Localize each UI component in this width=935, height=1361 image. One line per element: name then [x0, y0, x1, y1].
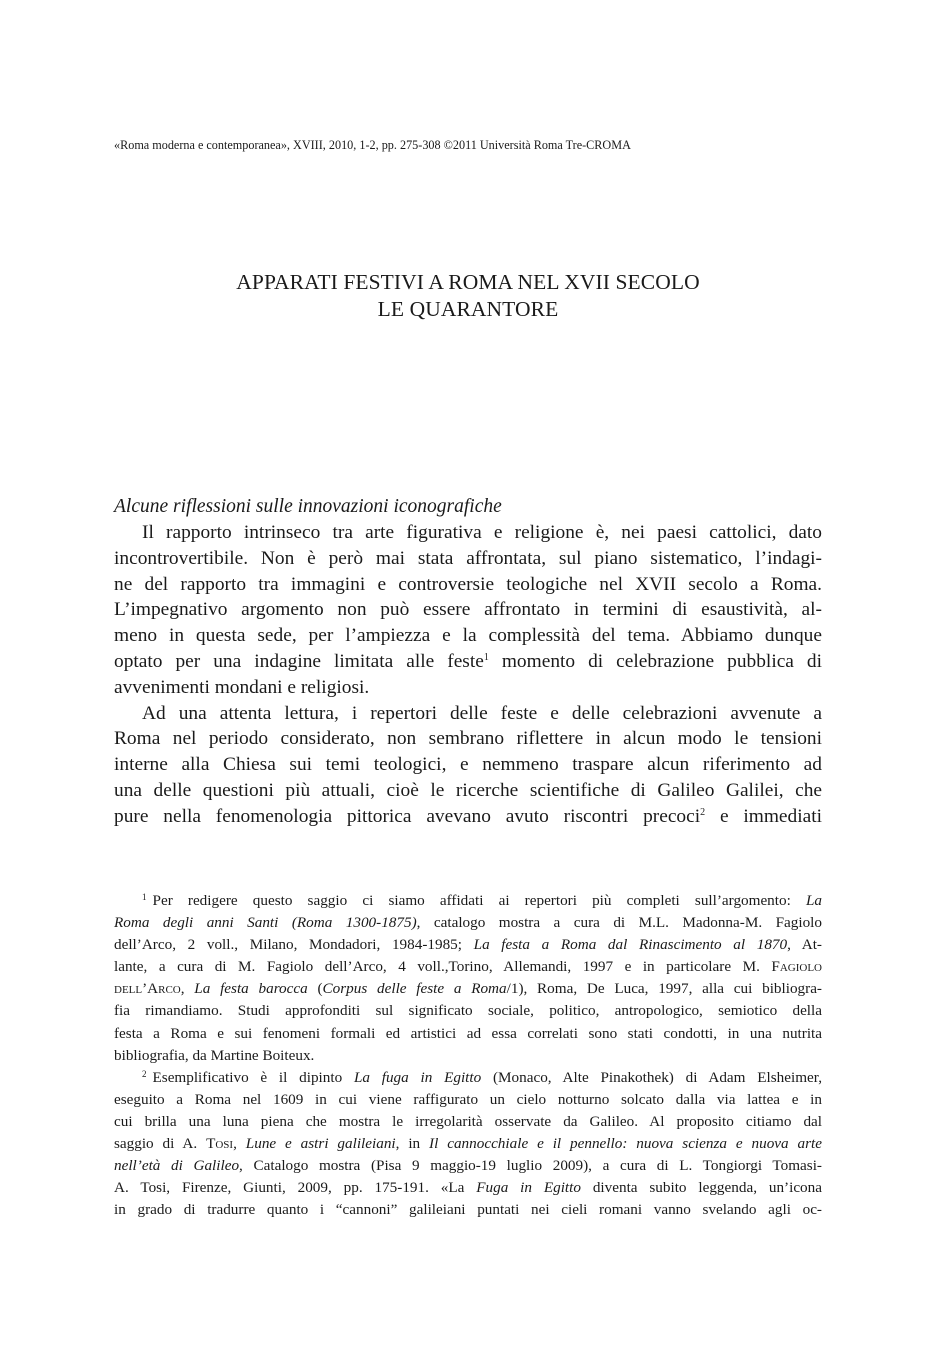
- footnote-line: [114, 978, 822, 1000]
- footnote-line: fia rimandiamo. Studi approfonditi sul significato sociale, politico, antropologico, semiotico della: [114, 1002, 822, 1020]
- section-heading: Alcune riflessioni sulle innovazioni iconografiche: [114, 496, 502, 517]
- footnote-2: [114, 1067, 822, 1222]
- footnote-number: 1: [142, 892, 147, 902]
- text-run: ,: [180, 980, 195, 998]
- text-line: avvenimenti mondani e religiosi.: [114, 676, 370, 698]
- footnote-number: 2: [142, 1068, 147, 1079]
- text-run: La: [805, 892, 822, 909]
- footnote-line: [114, 956, 822, 978]
- text-run: dell’Arco, 2 voll., Milano, Mondadori, 1984-1985;: [114, 936, 474, 954]
- footnote-line: [114, 1155, 822, 1177]
- text-run: saggio di A.: [114, 1135, 207, 1153]
- title-line-1: APPARATI FESTIVI A ROMA NEL XVII SECOLO: [236, 270, 700, 294]
- text-run: ,: [233, 1135, 246, 1153]
- text-run: , catalogo mostra a cura di M.L. Madonna-M. Fagiolo: [416, 914, 822, 932]
- text-run: lante, a cura di M. Fagiolo dell’Arco, 4 voll.,Torino, Allemandi, 1997 e in particolare M.: [114, 958, 772, 976]
- footnote-line: in grado di tradurre quanto i “cannoni” galileiani puntati nei cieli romani vanno svelando agli oc-: [114, 1201, 822, 1219]
- text-run: A. Tosi, Firenze, Giunti, 2009, pp. 175-191. «La: [114, 1179, 477, 1197]
- text-run: La fuga in Egitto: [353, 1068, 482, 1086]
- text-line: meno in questa sede, per l’ampiezza e la complessità del tema. Abbiamo dunque: [114, 625, 822, 647]
- text-run: (Monaco, Alte Pinakothek) di Adam Elsheimer,: [481, 1068, 822, 1086]
- text-line: Il rapporto intrinseco tra arte figurativa e religione è, nei paesi cattolici, dato: [142, 522, 822, 543]
- text-run: e immediati: [705, 805, 822, 827]
- footnotes: [114, 890, 822, 1221]
- paragraph-2: [114, 701, 822, 830]
- footnote-ref-1[interactable]: 1: [483, 651, 489, 663]
- text-run: (: [307, 980, 323, 998]
- footnote-line: [114, 912, 822, 934]
- text-run: , At-: [787, 936, 822, 954]
- footnote-line: [114, 1067, 822, 1089]
- text-run: dell’Arco: [114, 980, 181, 998]
- text-run: Per redigere questo saggio ci siamo affidati ai repertori più completi sull’argomento:: [152, 892, 806, 909]
- title-line-2: LE QUARANTORE: [377, 297, 559, 321]
- text-run: momento di celebrazione pubblica di: [488, 650, 822, 672]
- text-run: Lune e astri galileiani: [245, 1135, 396, 1153]
- footnote-line: cui brilla una luna piena che mostra le irregolarità osservate da Galileo. Al proposito citiamo dal: [114, 1112, 822, 1130]
- text-line: incontrovertibile. Non è però mai stata affrontata, sul piano sistematico, l’indagi-: [114, 547, 822, 569]
- text-line: interne alla Chiesa sui temi teologici, e nemmeno traspare alcun riferimento ad: [114, 754, 822, 776]
- running-head: «Roma moderna e contemporanea», XVIII, 2010, 1-2, pp. 275-308 ©2011 Università Roma Tre-CROMA: [114, 138, 631, 152]
- footnote-line: [114, 934, 822, 956]
- text-run: pure nella fenomenologia pittorica avevano avuto riscontri precoci: [114, 805, 701, 827]
- footnote-line: bibliografia, da Martine Boiteux.: [114, 1046, 315, 1064]
- text-line: [114, 804, 822, 830]
- text-run: diventa subito leggenda, un’icona: [580, 1179, 822, 1197]
- footnote-line: eseguito a Roma nel 1609 in cui viene raffigurato un cielo notturno solcato dalla via lattea e in: [114, 1090, 822, 1108]
- text-line: L’impegnativo argomento non può essere affrontato in termini di esaustività, al-: [114, 599, 822, 621]
- footnote-line: festa a Roma e sui fenomeni formali ed artistici ad essa correlati sono stati condotti, in una nutrita: [114, 1024, 822, 1042]
- footnote-1: [114, 890, 822, 1067]
- text-run: La festa a Roma dal Rinascimento al 1870: [473, 936, 788, 954]
- text-line: una delle questioni più attuali, cioè le ricerche scientifiche di Galileo Galilei, che: [114, 779, 822, 801]
- text-run: Il cannocchiale e il pennello: nuova scienza e nuova arte: [429, 1135, 822, 1153]
- paragraph-1: [114, 520, 822, 701]
- text-run: optato per una indagine limitata alle feste: [114, 650, 484, 672]
- text-run: La festa barocca: [194, 980, 308, 998]
- footnote-line: [114, 1133, 822, 1155]
- text-run: , in: [395, 1135, 430, 1153]
- text-line: Ad una attenta lettura, i repertori delle feste e delle celebrazioni avvenute a: [142, 702, 822, 724]
- text-run: Corpus delle feste a Roma: [322, 980, 507, 998]
- text-line: Roma nel periodo considerato, non sembrano riflettere in alcun modo le tensioni: [114, 728, 822, 750]
- text-run: Roma degli anni Santi (Roma 1300-1875): [114, 914, 417, 932]
- text-line: [114, 649, 822, 675]
- footnote-ref-2[interactable]: 2: [700, 806, 706, 818]
- footnote-line: [114, 890, 822, 912]
- text-run: Tosi: [206, 1135, 234, 1153]
- footnote-line: [114, 1177, 822, 1199]
- text-run: nell’età di Galileo: [114, 1157, 240, 1175]
- text-run: Esemplificativo è il dipinto: [152, 1068, 354, 1086]
- body-text: [114, 520, 822, 830]
- article-title: [114, 269, 822, 323]
- text-run: Fuga in Egitto: [476, 1179, 581, 1197]
- text-line: ne del rapporto tra immagini e controversie teologiche nel XVII secolo a Roma.: [114, 573, 822, 595]
- text-run: , Catalogo mostra (Pisa 9 maggio-19 luglio 2009), a cura di L. Tongiorgi Tomasi-: [239, 1157, 822, 1175]
- text-run: /1), Roma, De Luca, 1997, alla cui bibliogra-: [506, 980, 822, 998]
- text-run: Fagiolo: [771, 958, 822, 976]
